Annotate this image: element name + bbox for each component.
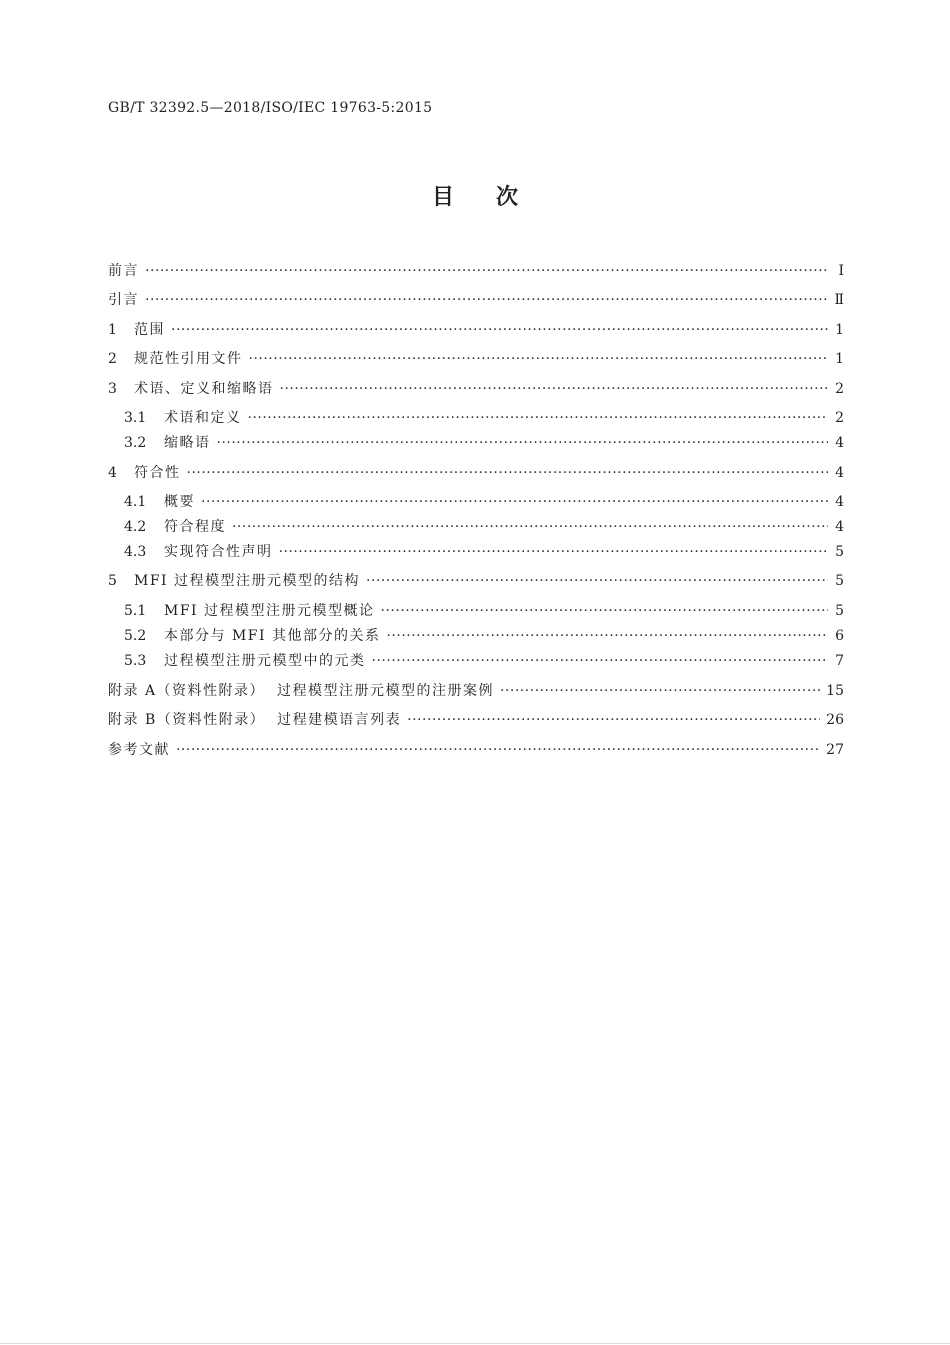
toc-entry-4-2[interactable] bbox=[124, 516, 844, 536]
toc-entry-page: 27 bbox=[826, 742, 844, 758]
toc-entry-label: MFI 过程模型注册元模型的结构 bbox=[134, 573, 361, 589]
toc-leader-dots bbox=[500, 683, 820, 699]
toc-leader-dots bbox=[386, 628, 828, 644]
toc-entry-label: 术语和定义 bbox=[164, 410, 242, 426]
toc-entry-label: 符合性 bbox=[134, 465, 181, 481]
toc-entry-label: MFI 过程模型注册元模型概论 bbox=[164, 603, 375, 619]
toc-entry-appendix-a[interactable] bbox=[108, 680, 844, 700]
toc-entry-5-3[interactable] bbox=[124, 650, 844, 670]
toc-entry-page: 4 bbox=[835, 435, 844, 451]
toc-entry-label: 实现符合性声明 bbox=[164, 544, 273, 560]
toc-entry-number: 3.2 bbox=[124, 435, 147, 451]
toc-entry-label: 概要 bbox=[164, 494, 195, 510]
toc-entry-number: 4.3 bbox=[124, 544, 147, 560]
toc-entry-page: 15 bbox=[826, 683, 844, 699]
toc-entry-references[interactable] bbox=[108, 739, 844, 759]
toc-entry-number: 3 bbox=[108, 381, 117, 397]
toc-entry-number: 5 bbox=[108, 573, 117, 589]
toc-leader-dots bbox=[366, 573, 828, 589]
toc-entry-page: 1 bbox=[835, 322, 844, 338]
toc-entry-number: 4.2 bbox=[124, 519, 147, 535]
toc-entry-label: 规范性引用文件 bbox=[134, 351, 243, 367]
toc-entry-number: 4.1 bbox=[124, 494, 147, 510]
toc-entry-page: 26 bbox=[826, 712, 844, 728]
toc-entry-number: 5.2 bbox=[124, 628, 147, 644]
toc-leader-dots bbox=[171, 322, 828, 338]
toc-entry-label: 本部分与 MFI 其他部分的关系 bbox=[164, 628, 381, 644]
toc-entry-3[interactable] bbox=[108, 378, 844, 398]
toc-entry-3-1[interactable] bbox=[124, 407, 844, 427]
toc-entry-introduction[interactable] bbox=[108, 289, 844, 309]
toc-leader-dots bbox=[372, 653, 829, 669]
toc-leader-dots bbox=[248, 410, 829, 426]
toc-entry-number: 1 bbox=[108, 322, 117, 338]
toc-leader-dots bbox=[279, 544, 829, 560]
toc-entry-number: 3.1 bbox=[124, 410, 147, 426]
toc-leader-dots bbox=[187, 465, 829, 481]
toc-entry-foreword[interactable] bbox=[108, 260, 844, 280]
toc-leader-dots bbox=[249, 351, 829, 367]
toc-entry-number: 5.3 bbox=[124, 653, 147, 669]
page-bottom-edge bbox=[0, 1343, 950, 1344]
toc-leader-dots bbox=[201, 494, 828, 510]
toc-entry-label: 范围 bbox=[134, 322, 165, 338]
toc-entry-4-3[interactable] bbox=[124, 541, 844, 561]
toc-entry-page: 5 bbox=[835, 573, 844, 589]
toc-entry-page: 4 bbox=[835, 519, 844, 535]
toc-entry-page: 5 bbox=[835, 544, 844, 560]
toc-leader-dots bbox=[176, 742, 820, 758]
toc-entry-page: 1 bbox=[835, 351, 844, 367]
toc-entry-appendix-b[interactable] bbox=[108, 709, 844, 729]
toc-entry-number: 2 bbox=[108, 351, 117, 367]
toc-entry-number: 5.1 bbox=[124, 603, 147, 619]
toc-entry-5-1[interactable] bbox=[124, 600, 844, 620]
toc-leader-dots bbox=[217, 435, 829, 451]
toc-entry-page: 4 bbox=[835, 494, 844, 510]
toc-entry-5-2[interactable] bbox=[124, 625, 844, 645]
toc-leader-dots bbox=[145, 292, 828, 308]
toc-entry-page: 4 bbox=[835, 465, 844, 481]
toc-entry-3-2[interactable] bbox=[124, 432, 844, 452]
toc-entry-label: 过程模型注册元模型中的元类 bbox=[164, 653, 366, 669]
toc-entry-page: 2 bbox=[835, 381, 844, 397]
toc-leader-dots bbox=[407, 712, 820, 728]
toc-leader-dots bbox=[280, 381, 829, 397]
toc-entry-4[interactable] bbox=[108, 462, 844, 482]
toc-entry-label: 引言 bbox=[108, 292, 139, 308]
toc-entry-page: 7 bbox=[835, 653, 844, 669]
toc-entry-page: 2 bbox=[835, 410, 844, 426]
toc-entry-5[interactable] bbox=[108, 570, 844, 590]
page-title: 目次 bbox=[431, 185, 560, 210]
toc-entry-2[interactable] bbox=[108, 348, 844, 368]
toc-entry-page: 6 bbox=[835, 628, 844, 644]
toc-entry-page: Ⅱ bbox=[834, 292, 844, 308]
toc-leader-dots bbox=[381, 603, 828, 619]
toc-entry-1[interactable] bbox=[108, 319, 844, 339]
toc-entry-label: 术语、定义和缩略语 bbox=[134, 381, 274, 397]
toc-leader-dots bbox=[232, 519, 828, 535]
toc-entry-page: Ⅰ bbox=[838, 263, 844, 279]
toc-entry-4-1[interactable] bbox=[124, 491, 844, 511]
toc-leader-dots bbox=[145, 263, 828, 279]
toc-entry-label: 附录 B（资料性附录） 过程建模语言列表 bbox=[108, 712, 402, 728]
document-code: GB/T 32392.5—2018/ISO/IEC 19763-5:2015 bbox=[108, 100, 433, 116]
toc-entry-label: 缩略语 bbox=[164, 435, 211, 451]
toc-entry-label: 参考文献 bbox=[108, 742, 170, 758]
toc-entry-label: 前言 bbox=[108, 263, 139, 279]
toc-entry-page: 5 bbox=[835, 603, 844, 619]
toc-entry-label: 符合程度 bbox=[164, 519, 226, 535]
toc-entry-label: 附录 A（资料性附录） 过程模型注册元模型的注册案例 bbox=[108, 683, 494, 699]
toc-entry-number: 4 bbox=[108, 465, 117, 481]
